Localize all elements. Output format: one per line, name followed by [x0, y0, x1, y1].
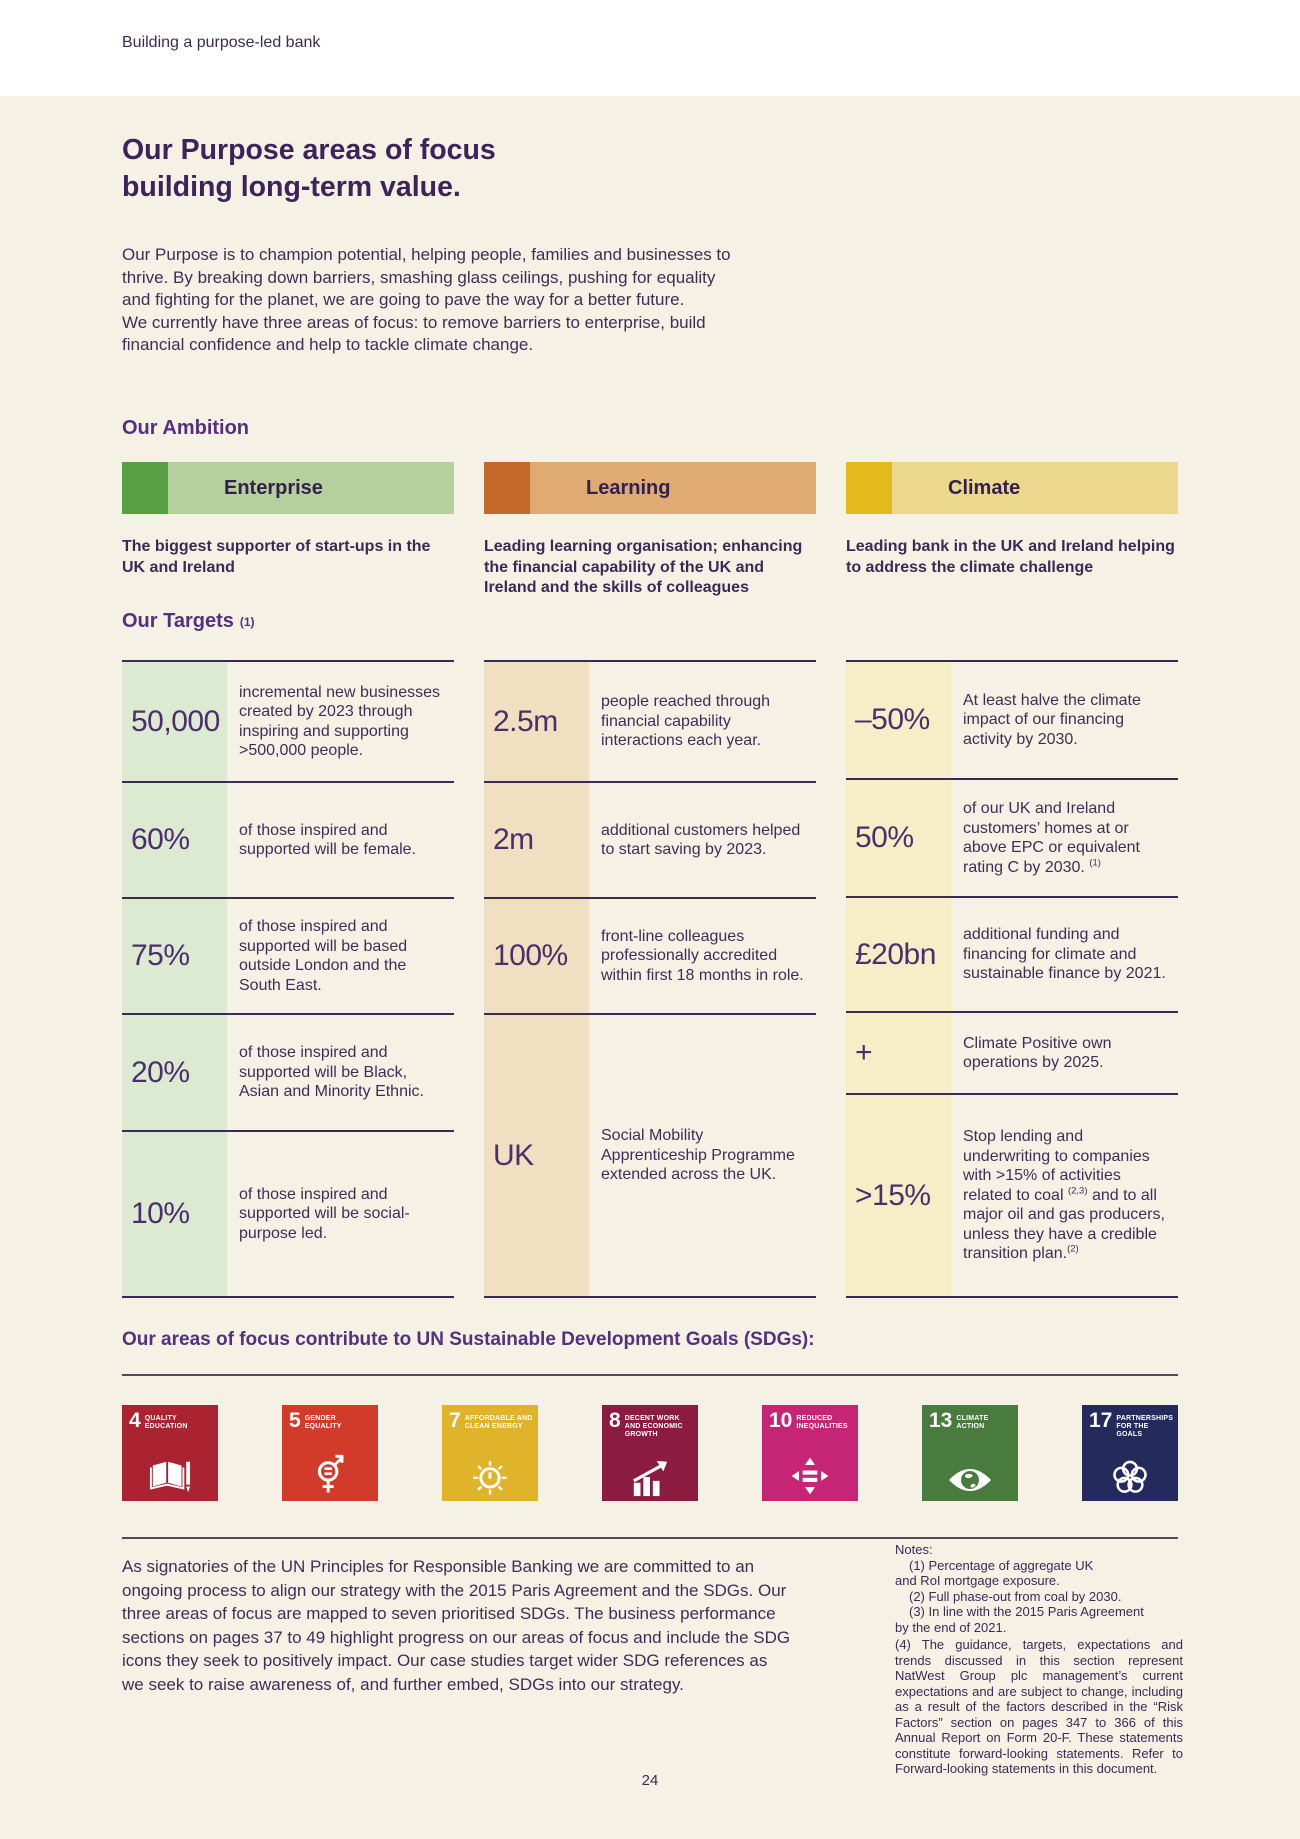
gender-equality-icon: [308, 1454, 352, 1498]
pillar-bar-learning: [484, 462, 816, 514]
ambition-heading: Our Ambition: [122, 417, 250, 439]
targets-column-climate: [846, 660, 1178, 1298]
target-text: incremental new businesses created by 2023 through inspiring and supporting >500,000 people.: [239, 683, 440, 759]
target-text: of those inspired and supported will be Black, Asian and Minority Ethnic.: [239, 1044, 424, 1101]
sdg-commitment-paragraph: [122, 1555, 790, 1696]
target-text-body: and to all major oil and gas producers, unless they have a credible transition plan.: [963, 1186, 1165, 1263]
target-stat: 50,000: [122, 662, 227, 781]
notes-block: [895, 1542, 1183, 1777]
sun-energy-icon: [468, 1454, 512, 1498]
climate-label: Climate: [948, 476, 1021, 499]
sdg-tile-7-clean-energy: [442, 1405, 538, 1501]
pillar-bar-enterprise: [122, 462, 454, 514]
target-text-cell: [951, 1095, 1178, 1296]
enterprise-label: Enterprise: [224, 476, 323, 499]
enterprise-color-chip: [122, 462, 168, 514]
equality-arrows-icon: [788, 1454, 832, 1498]
running-header: Building a purpose-led bank: [122, 34, 321, 51]
target-row: [846, 896, 1178, 1011]
target-row: [484, 660, 816, 781]
target-stat: 10%: [122, 1132, 227, 1296]
enterprise-description: The biggest supporter of start-ups in the UK and Ireland: [122, 538, 431, 576]
page-title-line2: building long-term value.: [122, 171, 461, 203]
note-line: (1) Percentage of aggregate UK: [909, 1557, 1094, 1573]
target-stat: 2.5m: [484, 662, 589, 781]
target-text-cell: [951, 662, 1178, 778]
target-row: [484, 897, 816, 1013]
target-text: [963, 799, 1170, 877]
target-text: of those inspired and supported will be female.: [239, 821, 416, 858]
paragraph-line: three areas of focus are mapped to seven prioritised SDGs. The business performance: [122, 1604, 776, 1623]
sdg-tile-header: [602, 1405, 698, 1439]
target-text-cell: [227, 1015, 454, 1130]
page-number: 24: [641, 1772, 659, 1789]
sdg-tile-header: [122, 1405, 218, 1431]
target-row: [122, 1013, 454, 1130]
target-text-cell: [951, 898, 1178, 1011]
note-line: (2) Full phase-out from coal by 2030.: [909, 1588, 1122, 1604]
sdg-title: CLIMATE ACTION: [956, 1415, 989, 1430]
target-stat: £20bn: [846, 898, 951, 1011]
note-line: (3) In line with the 2015 Paris Agreement: [909, 1604, 1144, 1619]
sdg-number: 10: [769, 1409, 793, 1432]
target-stat: 20%: [122, 1015, 227, 1130]
sdg-tile-header: [282, 1405, 378, 1431]
target-stat: >15%: [846, 1095, 951, 1296]
target-row: [122, 660, 454, 781]
target-text: additional customers helped to start saving by 2023.: [601, 821, 801, 858]
target-row: [846, 1011, 1178, 1093]
target-stat: 50%: [846, 780, 951, 896]
targets-heading: [122, 610, 255, 633]
pillar-bar-climate: [846, 462, 1178, 514]
note-4-text: (4) The guidance, targets, expectations and trends discussed in this section represent NatWest Group plc management’s current expectations and are subject to change, including as a result of the factors described in the “Risk Factors” section on pages 347 to 366 of this Annual Report on Form 20-F. These statements constitute forward-looking statements. Refer to Forward-looking statements in this document.: [895, 1637, 1183, 1776]
targets-column-enterprise: [122, 660, 454, 1298]
learning-label: Learning: [586, 476, 671, 499]
paragraph-line: sections on pages 37 to 49 highlight progress on our areas of focus and include the SDG: [122, 1627, 791, 1647]
target-text-cell: [227, 662, 454, 781]
sdg-tile-8-decent-work: [602, 1405, 698, 1501]
target-text-cell: [227, 1132, 454, 1296]
page-title-line1: Our Purpose areas of focus: [122, 134, 496, 166]
target-row: [484, 1013, 816, 1296]
sdg-title: PARTNERSHIPS FOR THE GOALS: [1116, 1415, 1174, 1438]
climate-color-chip: [846, 462, 892, 514]
paragraph-line: As signatories of the UN Principles for Responsible Banking we are committed to an: [122, 1557, 755, 1576]
target-row: [484, 781, 816, 897]
target-row: [122, 781, 454, 897]
target-text: of those inspired and supported will be social-purpose led.: [239, 1185, 410, 1242]
eye-globe-icon: [946, 1462, 994, 1498]
divider-line: [122, 1374, 1178, 1376]
target-row: [846, 1093, 1178, 1296]
intro-line: financial confidence and help to tackle climate change.: [122, 335, 534, 354]
climate-description: Leading bank in the UK and Ireland helping to address the climate challenge: [846, 538, 1175, 576]
sdg-icon-row: [122, 1405, 1178, 1501]
target-text: Social Mobility Apprenticeship Programme extended across the UK.: [601, 1127, 795, 1184]
target-text-cell: [589, 1015, 816, 1296]
page-title: [122, 132, 496, 206]
targets-column-learning: [484, 660, 816, 1298]
intro-line: We currently have three areas of focus: to remove barriers to enterprise, build: [122, 312, 706, 332]
growth-chart-icon: [627, 1458, 673, 1498]
sdg-number: 5: [289, 1409, 301, 1432]
sdg-number: 8: [609, 1409, 621, 1432]
book-pencil-icon: [147, 1456, 193, 1498]
sdg-number: 7: [449, 1409, 461, 1432]
target-row: [846, 660, 1178, 778]
intro-line: thrive. By breaking down barriers, smashing glass ceilings, pushing for equality: [122, 267, 716, 287]
target-text-cell: [589, 662, 816, 781]
sdg-tile-10-reduced-inequalities: [762, 1405, 858, 1501]
targets-tables: [122, 660, 1178, 1298]
note-line: by the end of 2021.: [895, 1619, 1007, 1635]
target-text: front-line colleagues professionally accredited within first 18 months in role.: [601, 927, 804, 984]
target-stat: –50%: [846, 662, 951, 778]
sdg-title: GENDER EQUALITY: [304, 1415, 342, 1430]
paragraph-line: we seek to raise awareness of, and further embed, SDGs into our strategy.: [122, 1674, 684, 1694]
sdg-title: REDUCED INEQUALITIES: [796, 1415, 848, 1430]
target-stat: 100%: [484, 899, 589, 1013]
intro-paragraph: [122, 244, 731, 357]
sdg-tile-header: [1082, 1405, 1178, 1439]
intro-line: Our Purpose is to champion potential, helping people, families and businesses to: [122, 245, 731, 264]
learning-description: Leading learning organisation; enhancing the financial capability of the UK and Ireland and the skills of colleagues: [484, 538, 803, 596]
target-text: Climate Positive own operations by 2025.: [963, 1034, 1112, 1071]
target-stat: UK: [484, 1015, 589, 1296]
enterprise-bar: [168, 462, 454, 514]
ambition-bars: [122, 462, 1178, 514]
sdg-tile-17-partnerships: [1082, 1405, 1178, 1501]
target-text: [963, 1127, 1170, 1264]
sdg-tile-header: [442, 1405, 538, 1431]
climate-bar: [892, 462, 1178, 514]
note-line: and RoI mortgage exposure.: [895, 1573, 1060, 1588]
target-stat: 75%: [122, 899, 227, 1013]
sdg-tile-13-climate-action: [922, 1405, 1018, 1501]
sdg-title: QUALITY EDUCATION: [144, 1415, 188, 1430]
target-text-cell: [227, 899, 454, 1013]
target-text: of those inspired and supported will be based outside London and the South East.: [239, 918, 408, 994]
target-text-body: Stop lending and underwriting to companies with >15% of activities related to coal: [963, 1128, 1150, 1204]
target-row: [122, 1130, 454, 1296]
target-text-body: of our UK and Ireland customers’ homes at or above EPC or equivalent rating C by 2030.: [963, 800, 1140, 876]
target-row: [846, 778, 1178, 896]
target-stat: +: [846, 1013, 951, 1093]
ambition-descriptions: [122, 537, 1178, 599]
sdg-title: AFFORDABLE AND CLEAN ENERGY: [464, 1415, 533, 1430]
target-text: additional funding and financing for climate and sustainable finance by 2021.: [963, 926, 1166, 983]
intro-line: and fighting for the planet, we are going to pave the way for a better future.: [122, 290, 685, 309]
learning-bar: [530, 462, 816, 514]
divider-line: [122, 1537, 1178, 1539]
footnote-marker: (1): [1089, 857, 1101, 869]
target-text: At least halve the climate impact of our financing activity by 2030.: [963, 691, 1141, 748]
notes-heading: Notes:: [895, 1542, 933, 1557]
footnote-marker: (2,3): [1067, 1185, 1088, 1197]
target-stat: 60%: [122, 783, 227, 897]
partnership-rings-icon: [1108, 1456, 1152, 1498]
target-text: people reached through financial capability interactions each year.: [601, 693, 771, 750]
target-text-cell: [951, 780, 1178, 896]
sdg-number: 4: [129, 1409, 141, 1432]
sdg-number: 17: [1089, 1409, 1113, 1432]
target-stat: 2m: [484, 783, 589, 897]
target-text-cell: [589, 783, 816, 897]
target-row: [122, 897, 454, 1013]
targets-heading-text: Our Targets: [122, 610, 234, 632]
paragraph-line: ongoing process to align our strategy with the 2015 Paris Agreement and the SDGs. Our: [122, 1580, 787, 1600]
sdg-tile-header: [762, 1405, 858, 1431]
learning-color-chip: [484, 462, 530, 514]
footnote-marker: (2): [1067, 1243, 1079, 1255]
targets-heading-footnote: (1): [239, 615, 255, 629]
sdg-tile-5-gender-equality: [282, 1405, 378, 1501]
sdg-tile-header: [922, 1405, 1018, 1431]
sdg-number: 13: [929, 1409, 953, 1432]
sdg-heading: Our areas of focus contribute to UN Sustainable Development Goals (SDGs):: [122, 1329, 815, 1350]
sdg-title: DECENT WORK AND ECONOMIC GROWTH: [624, 1415, 683, 1438]
target-text-cell: [951, 1013, 1178, 1093]
sdg-tile-4-quality-education: [122, 1405, 218, 1501]
target-text-cell: [227, 783, 454, 897]
paragraph-line: icons they seek to positively impact. Our case studies target wider SDG references as: [122, 1651, 768, 1670]
target-text-cell: [589, 899, 816, 1013]
